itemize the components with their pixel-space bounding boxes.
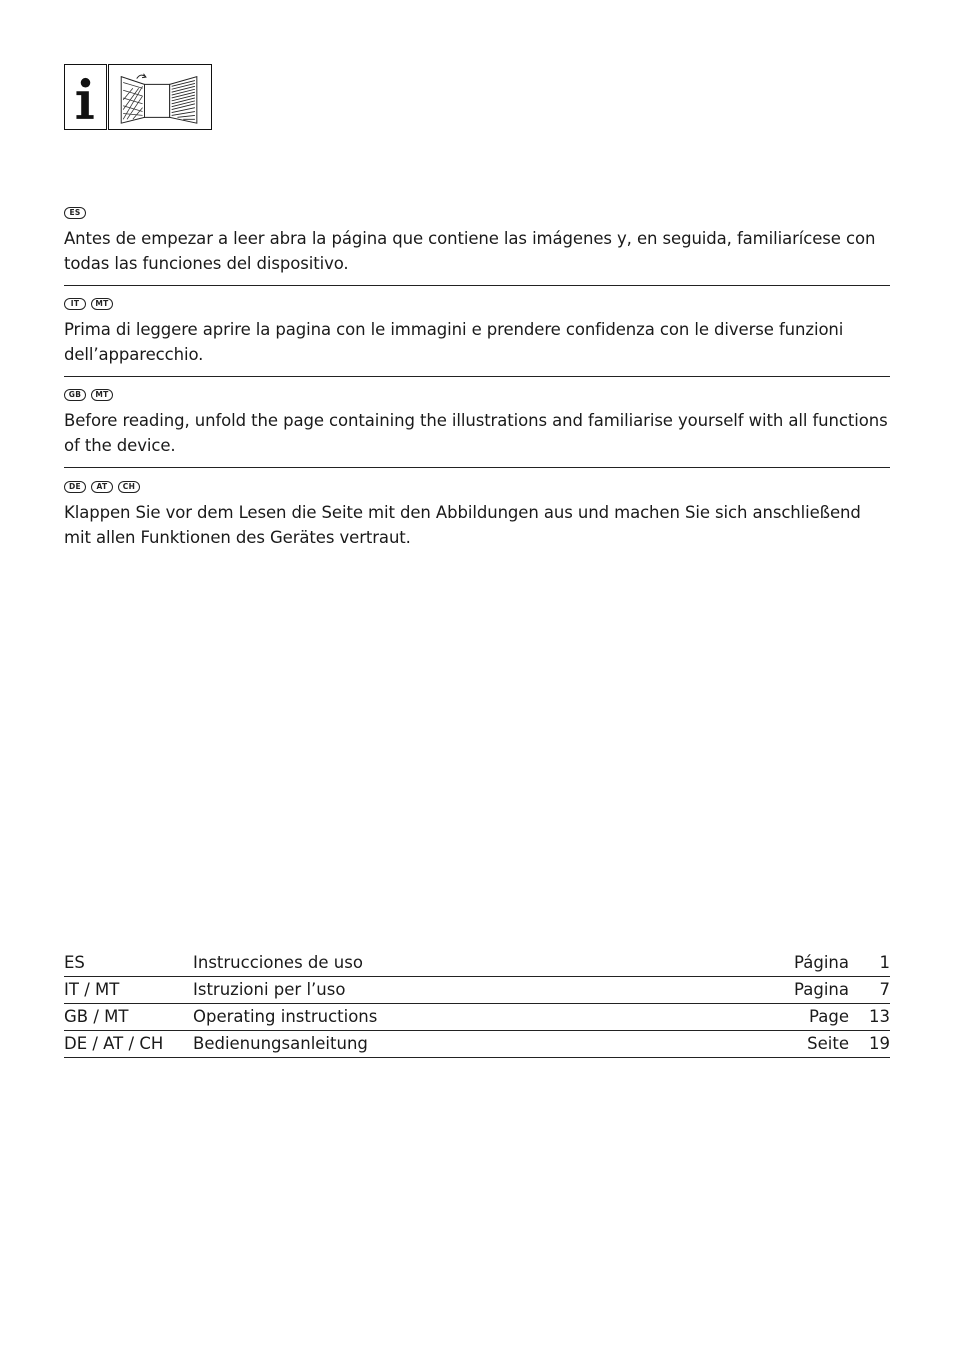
toc-page-number: 1: [879, 953, 890, 972]
country-badge: MT: [91, 389, 113, 401]
toc-row-it-mt[interactable]: [64, 977, 890, 1004]
country-badge: IT: [64, 298, 86, 310]
toc-title: Bedienungsanleitung: [193, 1034, 368, 1053]
toc-title: Istruzioni per l’uso: [193, 980, 346, 999]
section-text: Antes de empezar a leer abra la página que contiene las imágenes y, en seguida, familiarícese con todas las funciones del dispositivo.: [64, 229, 876, 273]
country-badge: AT: [91, 481, 113, 493]
section-es: [64, 206, 890, 276]
language-badges: [64, 297, 890, 311]
info-icon-graphic: [65, 65, 106, 129]
toc-page-number: 7: [879, 980, 890, 999]
country-badge: GB: [64, 389, 86, 401]
toc-language-code: IT / MT: [64, 980, 120, 999]
divider: [64, 376, 890, 377]
table-of-contents: [64, 950, 890, 1058]
section-text: Prima di leggere aprire la pagina con le immagini e prendere confidenza con le diverse funzioni dell’apparecchio.: [64, 320, 844, 364]
toc-page-number: 19: [869, 1034, 890, 1053]
fold-out-page-graphic: [109, 65, 211, 129]
country-badge: ES: [64, 207, 86, 219]
section-de-at-ch: [64, 480, 890, 550]
info-icon: [64, 64, 107, 130]
section-text: Before reading, unfold the page containing the illustrations and familiarise yourself with all functions of the device.: [64, 411, 888, 455]
divider: [64, 285, 890, 286]
divider: [64, 467, 890, 468]
country-badge: CH: [118, 481, 140, 493]
fold-out-page-icon: [108, 64, 212, 130]
language-badges: [64, 388, 890, 402]
toc-title: Instrucciones de uso: [193, 953, 363, 972]
toc-row-de-at-ch[interactable]: [64, 1031, 890, 1058]
toc-row-es[interactable]: [64, 950, 890, 977]
toc-page-word: Página: [794, 953, 849, 972]
language-badges: [64, 480, 890, 494]
country-badge: MT: [91, 298, 113, 310]
section-gb-mt: [64, 388, 890, 458]
toc-page-number: 13: [869, 1007, 890, 1026]
country-badge: DE: [64, 481, 86, 493]
section-it-mt: [64, 297, 890, 367]
section-text: Klappen Sie vor dem Lesen die Seite mit den Abbildungen aus und machen Sie sich anschließend mit allen Funktionen des Gerätes vertraut.: [64, 503, 861, 547]
toc-page-word: Page: [809, 1007, 849, 1026]
toc-row-gb-mt[interactable]: [64, 1004, 890, 1031]
toc-language-code: DE / AT / CH: [64, 1034, 164, 1053]
toc-language-code: ES: [64, 953, 85, 972]
language-badges: [64, 206, 890, 220]
toc-page-word: Seite: [807, 1034, 849, 1053]
toc-language-code: GB / MT: [64, 1007, 129, 1026]
toc-page-word: Pagina: [794, 980, 849, 999]
toc-title: Operating instructions: [193, 1007, 378, 1026]
